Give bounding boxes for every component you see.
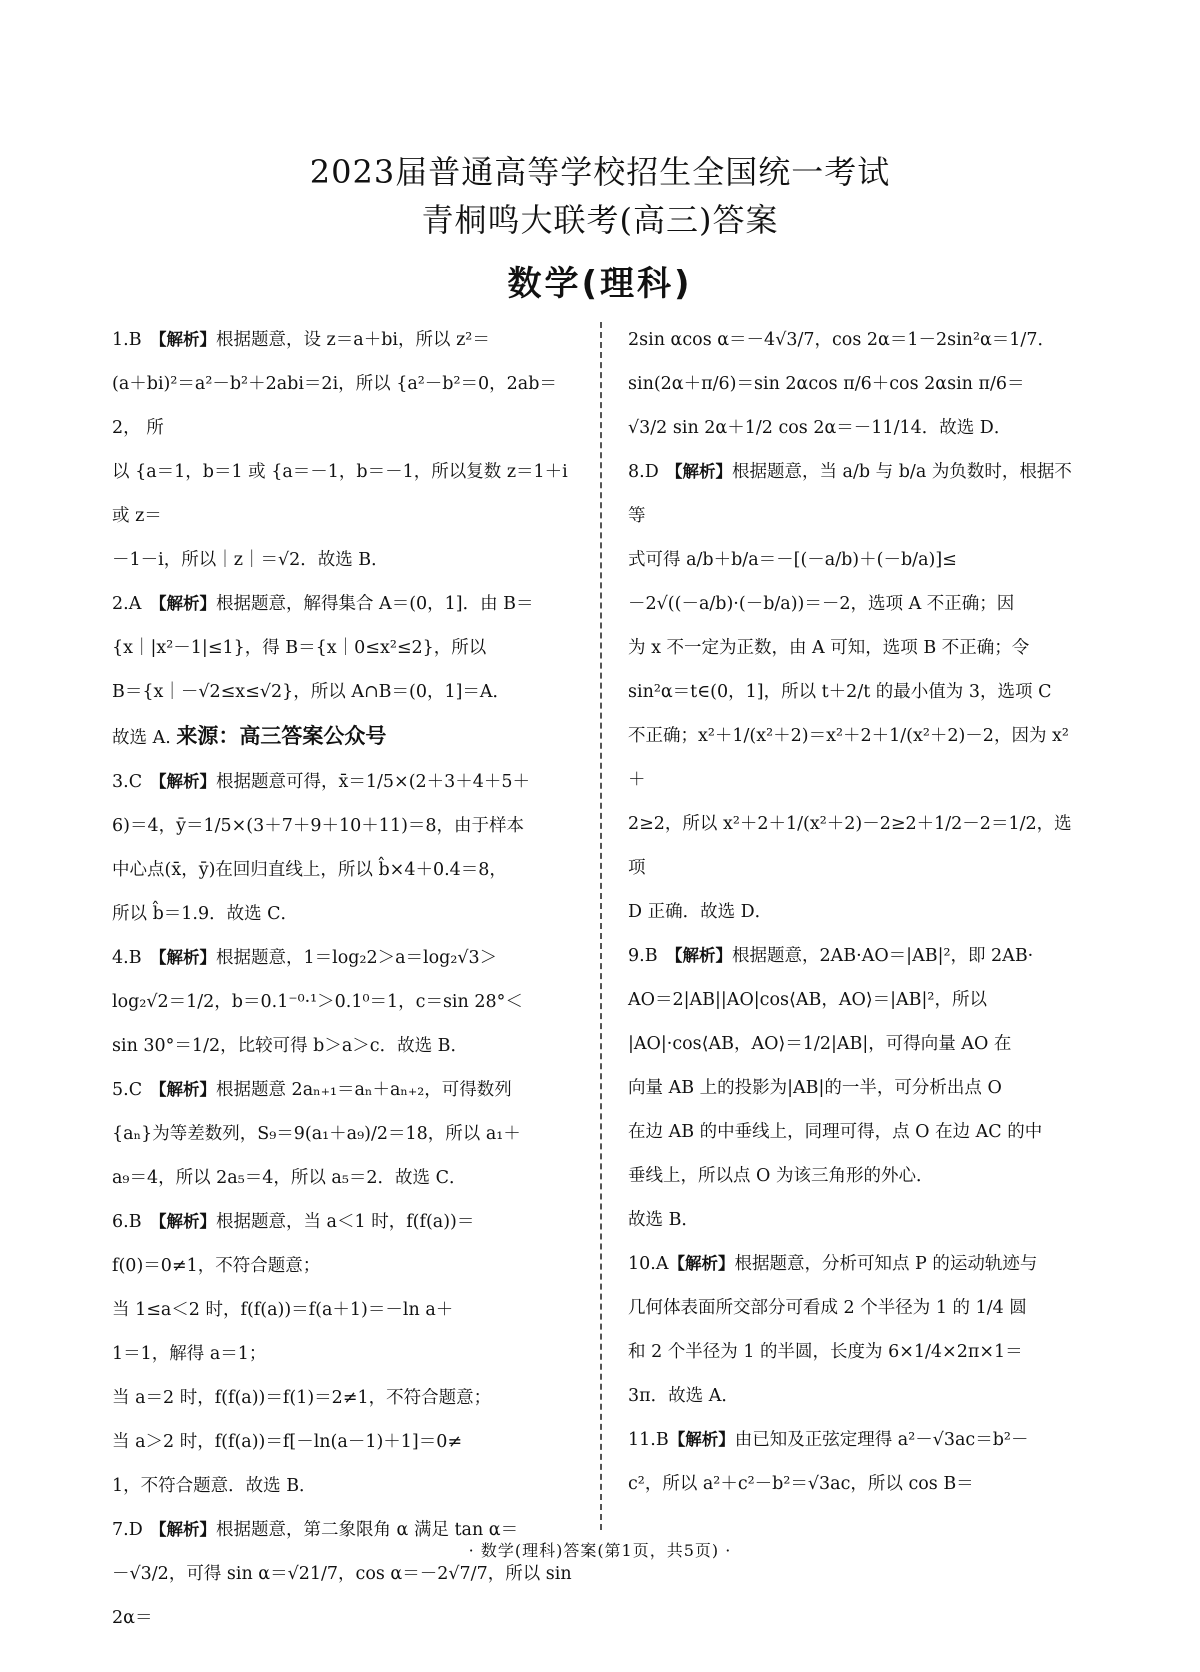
line-text: D 正确．故选 D． [628, 902, 773, 922]
answer-line [112, 318, 572, 362]
exam-subtitle: 青桐鸣大联考(高三)答案 [421, 201, 779, 239]
answer-item [628, 934, 1083, 1242]
analysis-tag: 【解析】 [150, 594, 216, 613]
question-number: 10.A [628, 1254, 669, 1274]
line-text: 以 {a＝1，b＝1 或 {a＝－1，b＝－1，所以复数 z＝1＋i 或 z＝ [112, 462, 568, 526]
question-number: 9.B [628, 946, 658, 966]
column-divider [600, 322, 602, 1530]
answer-line [628, 1286, 1083, 1330]
answer-line [112, 804, 572, 848]
line-text: 根据题意，设 z＝a＋bi，所以 z²＝ [216, 330, 490, 350]
answer-line [628, 1022, 1083, 1066]
answer-line [628, 318, 1083, 362]
right-column [628, 318, 1083, 1506]
left-column [112, 318, 572, 1640]
line-text: 当 a＝2 时，f(f(a))＝f(1)＝2≠1，不符合题意； [112, 1388, 492, 1408]
page-footer: · 数学(理科)答案(第1页，共5页) · [468, 1541, 732, 1560]
line-text: 根据题意，分析可知点 P 的运动轨迹与 [734, 1254, 1038, 1274]
answer-line [112, 848, 572, 892]
line-text: 6)＝4，ȳ＝1/5×(3＋7＋9＋10＋11)＝8，由于样本 [112, 816, 525, 836]
question-number: 8.D [628, 462, 659, 482]
answer-line [628, 626, 1083, 670]
answer-line [112, 362, 572, 450]
answer-line [628, 1110, 1083, 1154]
answer-line [628, 802, 1083, 890]
answer-item [112, 1200, 572, 1508]
line-text: {aₙ}为等差数列，S₉＝9(a₁＋a₉)/2＝18，所以 a₁＋ [112, 1124, 521, 1144]
line-text: 2≥2，所以 x²＋2＋1/(x²＋2)－2≥2＋1/2－2＝1/2，选项 [628, 814, 1072, 878]
answer-item [628, 450, 1083, 934]
answer-line [628, 1066, 1083, 1110]
answer-line [112, 892, 572, 936]
analysis-tag: 【解析】 [150, 948, 216, 967]
question-number: 1.B [112, 330, 142, 350]
answer-line [628, 670, 1083, 714]
answer-line [112, 1420, 572, 1464]
line-text: －1－i，所以｜z｜＝√2．故选 B． [112, 550, 389, 570]
line-text: 垂线上，所以点 O 为该三角形的外心． [628, 1166, 934, 1186]
analysis-tag: 【解析】 [666, 946, 732, 965]
line-text: 根据题意，当 a＜1 时，f(f(a))＝ [216, 1212, 475, 1232]
answer-line [112, 1024, 572, 1068]
line-text: 所以 b̂＝1.9．故选 C． [112, 904, 299, 924]
answer-line [628, 934, 1083, 978]
analysis-tag: 【解析】 [150, 1080, 216, 1099]
answer-item [112, 936, 572, 1068]
answer-line [628, 1462, 1083, 1506]
line-text: sin 30°＝1/2，比较可得 b＞a＞c．故选 B． [112, 1036, 469, 1056]
analysis-tag: 【解析】 [150, 330, 216, 349]
line-text: 由已知及正弦定理得 a²－√3ac＝b²－ [734, 1430, 1029, 1450]
line-text: |AO|·cos⟨AB，AO⟩＝1/2|AB|，可得向量 AO 在 [628, 1034, 1012, 1054]
answer-line [628, 1374, 1083, 1418]
line-text: 当 a＞2 时，f(f(a))＝f[－ln(a－1)＋1]＝0≠ [112, 1432, 463, 1452]
line-text: B＝{x｜－√2≤x≤√2}，所以 A∩B＝(0，1]＝A． [112, 682, 511, 702]
answer-line [628, 362, 1083, 406]
answer-line [628, 978, 1083, 1022]
line-text: c²，所以 a²＋c²－b²＝√3ac，所以 cos B＝ [628, 1474, 974, 1494]
answer-line [112, 1288, 572, 1332]
question-number: 4.B [112, 948, 142, 968]
answer-line [112, 980, 572, 1024]
line-text: 根据题意，第二象限角 α 满足 tan α＝ [216, 1520, 519, 1540]
line-text: －√3/2，可得 sin α＝√21/7，cos α＝－2√7/7，所以 sin 2α＝ [112, 1564, 572, 1628]
answer-line [112, 538, 572, 582]
answer-line [628, 582, 1083, 626]
line-text: 根据题意可得，x̄＝1/5×(2＋3＋4＋5＋ [216, 772, 531, 792]
line-text: 根据题意，解得集合 A＝(0，1]．由 B＝ [216, 594, 534, 614]
line-text: 向量 AB 上的投影为|AB|的一半，可分析出点 O [628, 1078, 1002, 1098]
answer-line [112, 582, 572, 626]
answer-item [112, 1508, 572, 1640]
answer-item [112, 1068, 572, 1200]
line-text: 在边 AB 的中垂线上，同理可得，点 O 在边 AC 的中 [628, 1122, 1043, 1142]
analysis-tag: 【解析】 [668, 1254, 735, 1273]
line-text: 为 x 不一定为正数，由 A 可知，选项 B 不正确；令 [628, 638, 1030, 658]
answer-line [112, 1068, 572, 1112]
analysis-tag: 【解析】 [150, 1212, 216, 1231]
answer-line [628, 1330, 1083, 1374]
answer-line [112, 714, 572, 760]
answer-line [112, 1200, 572, 1244]
answer-line [628, 1242, 1083, 1286]
line-text: AO＝2|AB||AO|cos⟨AB，AO⟩＝|AB|²，所以 [628, 990, 987, 1010]
line-text: 中心点(x̄，ȳ)在回归直线上，所以 b̂×4＋0.4＝8， [112, 860, 507, 880]
answer-line [628, 714, 1083, 802]
line-text: 根据题意，当 a/b 与 b/a 为负数时，根据不等 [628, 462, 1072, 526]
subject-title: 数学(理科) [507, 264, 693, 304]
question-number: 3.C [112, 772, 143, 792]
answer-line [112, 670, 572, 714]
answer-item [628, 318, 1083, 450]
line-text: 当 1≤a＜2 时，f(f(a))＝f(a＋1)＝－ln a＋ [112, 1300, 454, 1320]
analysis-tag: 【解析】 [666, 462, 732, 481]
question-number: 6.B [112, 1212, 142, 1232]
answer-line [628, 1198, 1083, 1242]
line-text: f(0)＝0≠1，不符合题意； [112, 1256, 321, 1276]
analysis-tag: 【解析】 [668, 1430, 735, 1449]
answer-line [112, 1376, 572, 1420]
line-text: 2sin αcos α＝－4√3/7，cos 2α＝1－2sin²α＝1/7． [628, 330, 1055, 350]
answer-item [628, 1418, 1083, 1506]
answer-line [112, 626, 572, 670]
analysis-tag: 【解析】 [150, 772, 216, 791]
line-text: (a＋bi)²＝a²－b²＋2abi＝2i，所以 {a²－b²＝0，2ab＝2， 所 [112, 374, 557, 438]
exam-title: 2023届普通高等学校招生全国统一考试 [309, 153, 891, 191]
line-text: 1＝1，解得 a＝1； [112, 1344, 267, 1364]
answer-line [112, 760, 572, 804]
answer-line [112, 936, 572, 980]
line-text: 3π．故选 A． [628, 1386, 739, 1406]
answer-line [628, 890, 1083, 934]
answer-line [112, 1112, 572, 1156]
line-text: 几何体表面所交部分可看成 2 个半径为 1 的 1/4 圆 [628, 1298, 1027, 1318]
line-text: 不正确；x²＋1/(x²＋2)＝x²＋2＋1/(x²＋2)－2，因为 x²＋ [628, 726, 1069, 790]
answer-line [628, 406, 1083, 450]
answer-line [628, 450, 1083, 538]
answer-line [112, 1552, 572, 1640]
line-text: 故选 B． [628, 1210, 699, 1230]
question-number: 2.A [112, 594, 142, 614]
answer-line [112, 1332, 572, 1376]
line-text: －2√((－a/b)·(－b/a))＝－2，选项 A 不正确；因 [628, 594, 1015, 614]
answer-item [112, 318, 572, 582]
answer-line [112, 1244, 572, 1288]
question-number: 11.B [628, 1430, 669, 1450]
line-text: 根据题意，1＝log₂2＞a＝log₂√3＞ [216, 948, 498, 968]
line-text: 和 2 个半径为 1 的半圆，长度为 6×1/4×2π×1＝ [628, 1342, 1023, 1362]
answer-item [112, 760, 572, 936]
answer-line [628, 1418, 1083, 1462]
line-text: sin(2α＋π/6)＝sin 2αcos π/6＋cos 2αsin π/6＝ [628, 374, 1025, 394]
answer-line [112, 1156, 572, 1200]
answer-line [628, 538, 1083, 582]
source-note: 来源：高三答案公众号 [176, 724, 387, 748]
answer-line [112, 1464, 572, 1508]
line-text: sin²α＝t∈(0，1]，所以 t＋2/t 的最小值为 3，选项 C [628, 682, 1052, 702]
line-text: √3/2 sin 2α＋1/2 cos 2α＝－11/14．故选 D． [628, 418, 1012, 438]
line-text: 根据题意 2aₙ₊₁＝aₙ＋aₙ₊₂，可得数列 [216, 1080, 512, 1100]
answer-item [112, 582, 572, 760]
line-text: a₉＝4，所以 2a₅＝4，所以 a₅＝2．故选 C． [112, 1168, 467, 1188]
analysis-tag: 【解析】 [150, 1520, 216, 1539]
line-text: 故选 A. [112, 728, 171, 748]
line-text: 式可得 a/b＋b/a＝－[(－a/b)＋(－b/a)]≤ [628, 550, 957, 570]
answer-item [628, 1242, 1083, 1418]
line-text: 根据题意，2AB·AO＝|AB|²，即 2AB· [732, 946, 1034, 966]
question-number: 7.D [112, 1520, 143, 1540]
line-text: 1，不符合题意．故选 B． [112, 1476, 317, 1496]
answer-line [628, 1154, 1083, 1198]
answer-line [112, 450, 572, 538]
question-number: 5.C [112, 1080, 143, 1100]
line-text: {x｜|x²－1|≤1}，得 B＝{x｜0≤x²≤2}，所以 [112, 638, 487, 658]
line-text: log₂√2＝1/2，b＝0.1⁻⁰·¹＞0.1⁰＝1，c＝sin 28°＜ [112, 992, 523, 1012]
header [0, 148, 1200, 305]
